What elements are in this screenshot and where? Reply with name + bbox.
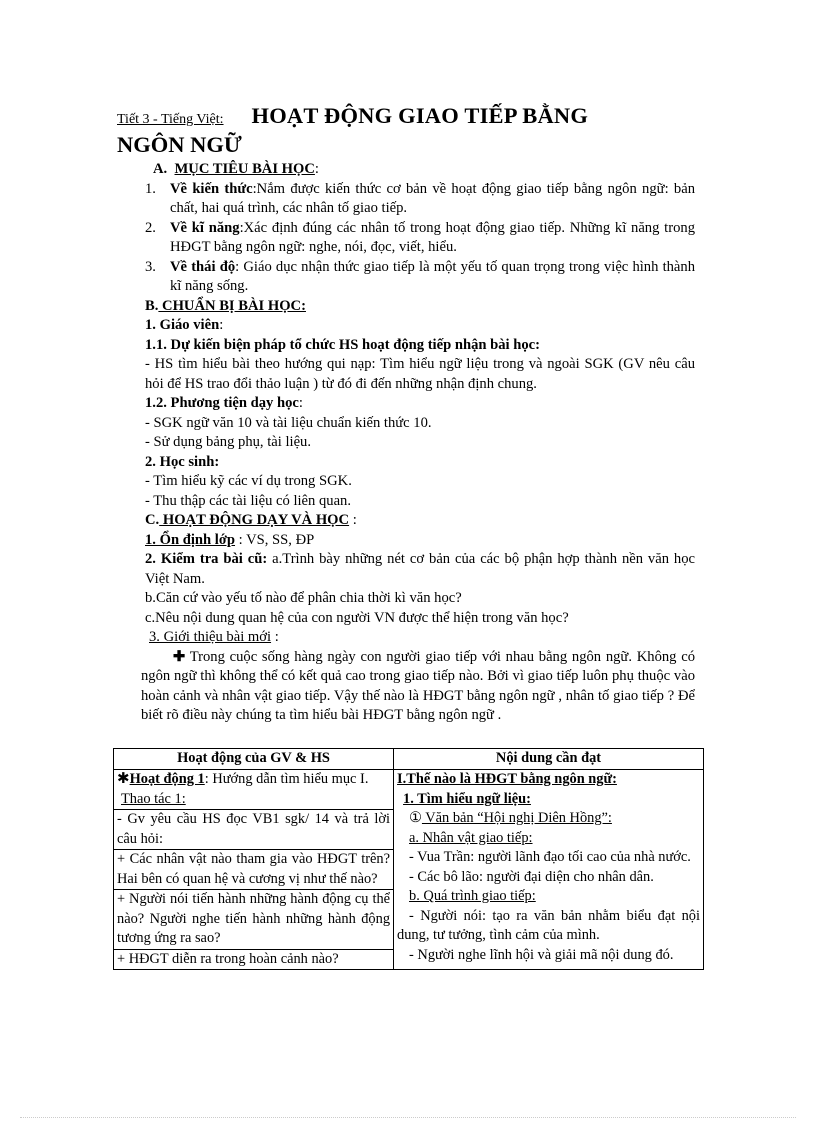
sub1-text: - HS tìm hiểu bài theo hướng qui nạp: Tìm hiểu ngữ liệu trong và ngoài SGK (GV nêu câu hỏi để HS trao đổi thảo luận ) từ đó đi đến những nhận định chung. (145, 356, 695, 392)
activity-1 (117, 770, 390, 790)
b-line: - Người nói: tạo ra văn bản nhằm biểu đạt nội dung, tư tưởng, tình cảm của mình. (397, 907, 700, 943)
sub2-item: - SGK ngữ văn 10 và tài liệu chuẩn kiến thức 10. (145, 414, 432, 431)
content-sub1-label: 1. Tìm hiểu ngữ liệu: (403, 790, 531, 807)
page-bottom-rule (20, 1117, 796, 1118)
page-title-line2: NGÔN NGỮ (117, 132, 242, 157)
main-content (141, 160, 696, 726)
text-label-title: Văn bản “Hội nghị Diên Hồng”: (421, 810, 612, 826)
teacher-student-activities (114, 770, 394, 970)
sub2-heading (145, 394, 695, 414)
page-title: HOẠT ĐỘNG GIAO TIẾP BẰNG (251, 103, 589, 128)
a-line: - Vua Trần: người lãnh đạo tối cao của nhà nước. (409, 849, 691, 865)
step-2-b: b.Căn cứ vào yếu tố nào để phân chia thời kì văn học? (145, 590, 462, 606)
activity-table (113, 748, 704, 970)
b-label (397, 887, 700, 907)
section-a-heading (153, 160, 695, 180)
sub2-item: - Sử dụng bảng phụ, tài liệu. (145, 434, 311, 450)
intro-text: Trong cuộc sống hàng ngày con người giao tiếp với nhau bằng ngôn ngữ. Không có ngôn ngữ thì không thể có kết quả cao trong giao tiếp nào. Bởi vì giao tiếp luôn phụ thuộc vào hoàn cảnh và nhân vật giao tiếp. Vậy thế nào là HĐGT bằng ngôn ngữ , nhân tố giao tiếp ? Để biết rõ điều này chúng ta tìm hiểu bài HĐGT bằng ngôn ngữ . (141, 648, 695, 723)
a-line: - Các bô lão: người đại diện cho nhân dân. (409, 868, 654, 885)
goal-item (145, 258, 695, 297)
b-line: - Người nghe lĩnh hội và giải mã nội dung đó. (409, 946, 674, 963)
step-3 (145, 628, 695, 648)
section-b-title: CHUẨN BỊ BÀI HỌC: (158, 297, 306, 314)
section-b-prefix: B. (145, 297, 159, 314)
goal-num: 2. (145, 219, 156, 236)
col2-header: Nội dung cần đạt (394, 749, 704, 770)
lesson-label: Tiết 3 - Tiếng Việt: (117, 112, 224, 127)
section-a-prefix: A. (153, 161, 168, 177)
student-item: - Tìm hiểu kỹ các ví dụ trong SGK. (145, 473, 352, 489)
goal-item (145, 180, 695, 219)
table-row (114, 770, 704, 970)
a-label-text: a. Nhân vật giao tiếp: (409, 829, 533, 846)
table-header-row (114, 749, 704, 770)
goal-text: : Giáo dục nhận thức giao tiếp là một yếu tố quan trọng trong việc hình thành kĩ năng sống. (170, 258, 696, 294)
circled-one: ① (409, 810, 422, 826)
step-2-label: 2. Kiểm tra bài cũ: (145, 551, 268, 567)
activity-line: + Người nói tiến hành những hành động cụ thể nào? Người nghe tiến hành những hành động tương ứng ra sao? (114, 889, 393, 949)
b-label-text: b. Quá trình giao tiếp: (409, 888, 536, 904)
step-1-label: 1. Ổn định lớp (145, 531, 236, 548)
step-3-label: 3. Giới thiệu bài mới (149, 629, 272, 645)
step-3-suffix: : (271, 629, 279, 645)
goals-list (145, 180, 695, 297)
sub2-label: 1.2. Phương tiện dạy học (145, 395, 299, 411)
step-2 (145, 550, 695, 589)
header (117, 103, 717, 129)
section-c-prefix: C. (145, 512, 160, 528)
step-1 (145, 531, 695, 551)
section-b-heading (145, 297, 695, 317)
task-1-label: Thao tác 1: (121, 790, 186, 807)
step-2-c: c.Nêu nội dung quan hệ của con người VN được thể hiện trong văn học? (145, 609, 569, 626)
content-sub1 (397, 790, 700, 810)
content-to-achieve (394, 770, 704, 970)
goal-text: :Xác định đúng các nhân tố trong hoạt động giao tiếp. Những kĩ năng trong HĐGT bằng ngôn ngữ: nghe, nói, đọc, viết, hiểu. (170, 219, 695, 255)
section-c-title: HOẠT ĐỘNG DẠY VÀ HỌC (159, 512, 350, 528)
text-label (397, 809, 700, 829)
teacher-label: 1. Giáo viên (145, 317, 220, 333)
section-c-suffix: : (349, 512, 357, 528)
goal-num: 1. (145, 180, 156, 197)
section-c-heading (145, 511, 695, 531)
plus-icon: ✚ (173, 648, 186, 665)
teacher-heading (145, 316, 695, 336)
star-icon: ✱ (117, 771, 130, 787)
goal-label: Về kiến thức (170, 180, 253, 197)
goal-text: :Nắm được kiến thức cơ bản về hoạt động giao tiếp bằng ngôn ngữ: bản chất, hai quá trình, các nhân tố giao tiếp. (170, 180, 695, 216)
activity-line: - Gv yêu cầu HS đọc VB1 sgk/ 14 và trả lời câu hỏi: (114, 809, 393, 849)
step-2-text: a.Trình bày những nét cơ bản của các bộ phận hợp thành nền văn học Việt Nam. (145, 551, 696, 587)
activity-1-label: Hoạt động 1 (129, 771, 205, 787)
sub1-heading: 1.1. Dự kiến biện pháp tổ chức HS hoạt động tiếp nhận bài học: (145, 336, 541, 353)
sub2-suffix: : (298, 395, 303, 411)
teacher-suffix: : (219, 317, 224, 333)
goal-num: 3. (145, 258, 156, 275)
intro-paragraph (141, 648, 695, 726)
col1-header: Hoạt động của GV & HS (114, 749, 394, 770)
content-heading: I.Thế nào là HĐGT bằng ngôn ngữ: (397, 771, 617, 787)
student-item: - Thu thập các tài liệu có liên quan. (145, 492, 351, 509)
goal-label: Về kĩ năng (170, 219, 240, 236)
goal-item (145, 219, 695, 258)
section-a-title: MỤC TIÊU BÀI HỌC (174, 161, 315, 177)
student-heading: 2. Học sinh: (145, 453, 220, 470)
activity-1-text: : Hướng dẫn tìm hiểu mục I. (204, 771, 369, 787)
step-1-text: : VS, SS, ĐP (235, 531, 315, 548)
a-label (397, 829, 700, 849)
activity-line: + HĐGT diễn ra trong hoàn cảnh nào? (114, 949, 393, 970)
activity-line: + Các nhân vật nào tham gia vào HĐGT trên? Hai bên có quan hệ và cương vị như thế nào? (114, 849, 393, 889)
section-a-suffix: : (314, 161, 319, 177)
task-1 (117, 790, 390, 810)
goal-label: Về thái độ (170, 258, 236, 275)
